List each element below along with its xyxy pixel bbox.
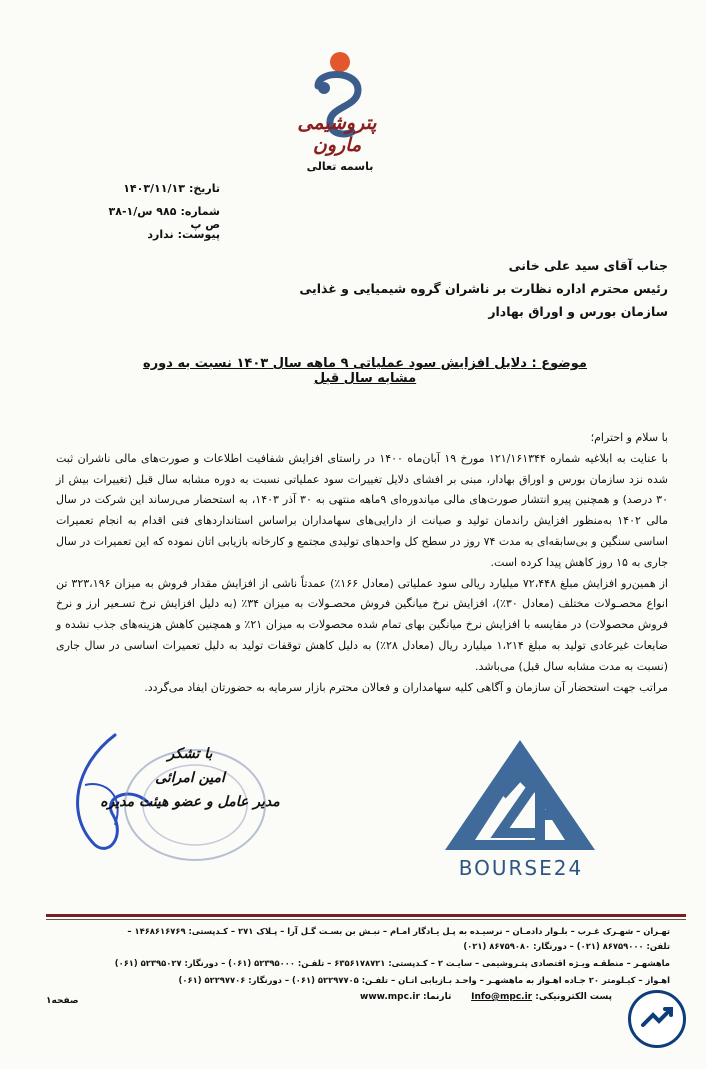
addressee-org: سازمان بورس و اوراق بهادار (488, 304, 668, 319)
footer-rule-thin (46, 919, 686, 920)
date-label: تاریخ: (188, 182, 220, 195)
email-label: پست الکترونیکی: (535, 992, 612, 1002)
attachment-value: ندارد (147, 228, 174, 241)
svg-text:MPC: MPC (338, 86, 354, 94)
number-label: شماره: (180, 205, 220, 218)
attachment-line (100, 228, 220, 241)
bourse24-logo-icon (440, 735, 600, 855)
company-name: پتروشیمی مارون (297, 112, 377, 156)
signature-block (80, 742, 300, 814)
closing-paragraph: مراتب جهت استحضار آن سازمان و آگاهی کلیه سهامداران و فعالان محترم بازار سرمایه به حضورتان ایفاد می‌گردد. (144, 680, 668, 694)
trend-arrow-icon (631, 993, 683, 1045)
email-link[interactable]: Info@mpc.ir (471, 992, 533, 1002)
footer-rule (46, 914, 686, 917)
footer-tehran-address: تهـران – شهـرک غـرب – بلـوار دادمـان – نرسیـده به پـل یـادگار امـام – نبـش بن بسـت گـل آرا – پـلاک ۲۷۱ – کـدپستی: ۱۴۶۸۶۱۶۷۶۹ – (127, 926, 670, 936)
website-link[interactable]: www.mpc.ir (360, 992, 420, 1002)
signer-name: امین امرائی (155, 770, 225, 786)
website-label: تارنما: (423, 992, 452, 1002)
number-value: ۹۸۵ س/۱-۳۸ ص پ (108, 205, 220, 231)
footer-website-row (360, 992, 451, 1002)
letter-body (56, 428, 668, 698)
date-value: ۱۴۰۳/۱۱/۱۳ (123, 182, 185, 195)
body-paragraph-2: از همین‌رو افزایش مبلغ ۷۲،۴۴۸ میلیارد ریالی سود عملیاتی (معادل ۱۶۶٪) عمدتاً ناشی از افزایش مقدار فروش به میزان ۳۲۳،۱۹۶ تن انواع محصـولات مختلف (معادل ۳۰٪)، افزایش نرخ میانگین فروش محصـولات به میزان ۳۴٪ (به دلیل افزایش نرخ تسـعیر ارز و نرخ فروش محصولات) در مقایسه با افزایش نرخ میانگین بهای تمام شده محصولات به میزان ۲۱٪ و همچنین کاهش هزینه‌های جذب نشده و ضایعات غیرعادی تولید به مبلغ ۱،۲۱۴ میلیارد ریال (معادل ۲۸٪) به دلیل کاهش توقفات تولید به دلیل تعمیرات اساسی در سال جاری (نسبت به مدت مشابه سال قبل) می‌باشد. (56, 576, 669, 673)
attachment-label: پیوست: (177, 228, 220, 241)
addressee-name: جناب آقای سید علی خانی (508, 258, 668, 273)
bismillah: باسمه تعالی (306, 160, 374, 173)
footer-tehran-phone: تلفن: ۸۶۷۵۹۰۰۰ (۰۲۱) – دورنگار: ۸۶۷۵۹۰۸۰ (۰۲۱) (463, 941, 670, 951)
footer-ahvaz-address: اهـواز – کیـلومتر ۲۰ جـاده اهـواز به ماهشهـر – واحـد بـازیابی اتـان – تلفـن: ۵۲۲۹۷۷۰۵ (۰۶۱) – دورنگار: ۵۲۲۹۷۷۰۶ (۰۶۱) (178, 975, 670, 985)
signer-title: مدیر عامل و عضو هیئت مدیره (100, 794, 280, 810)
subject-line: موضوع : دلایل افزایش سود عملیاتی ۹ ماهه سال ۱۴۰۳ نسبت به دوره مشابه سال قبل (143, 356, 587, 386)
greeting: با سلام و احترام؛ (590, 431, 668, 444)
footer-email-row (471, 992, 612, 1002)
body-paragraph-1: با عنایت به ابلاغیه شماره ۱۲۱/۱۶۱۳۴۴ مورخ ۱۹ آبان‌ماه ۱۴۰۰ در راستای افزایش شفافیت اطلاعات و صورت‌های مالی ناشران ثبت شده نزد سازمان بورس و اوراق بهادار، مبنی بر افشای دلایل تغییرات سود عملیاتی نسبت به دوره مشابه سال قبل (تغییرات بیش از ۳۰ درصد) و همچنین پیرو انتشار صورت‌های مالی میاندوره‌ای ۹ماهه منتهی به ۳۰ آذر ۱۴۰۳، به استحضار می‌رساند این شرکت در سال مالی ۱۴۰۲ به‌منظور افزایش راندمان تولید و صیانت از دارایی‌های سهامداران براساس استانداردهای فنی اقدام به انجام تعمیرات اساسی سنگین و بی‌سابقه‌ای به مدت ۷۴ روز در سطح کل واحدهای تولیدی مجتمع و کارخانه بازیابی اتان نموده که این تعمیرات در سال جاری به ۱۵ روز کاهش پیدا کرده است. (56, 451, 669, 569)
date-line (100, 182, 220, 195)
footer-mahshahr-address: ماهشهـر – منطقـه ویـژه اقتصادی پتـروشیمی – سایـت ۲ – کـدپستی: ۶۳۵۶۱۷۸۷۲۱ – تلفـن: ۵۲۳۹۵۰۰۰ (۰۶۱) – دورنگار: ۵۲۳۹۵۰۲۷ (۰۶۱) (114, 958, 670, 968)
page-number: صفحه۱ (46, 996, 79, 1006)
bourse24-label: BOURSE24 (458, 856, 584, 880)
app-badge-icon[interactable] (628, 990, 686, 1048)
signature-thanks: با تشکر (167, 746, 213, 762)
addressee-title: رئیس محترم اداره نظارت بر ناشران گروه شیمیایی و غذایی (299, 281, 668, 296)
